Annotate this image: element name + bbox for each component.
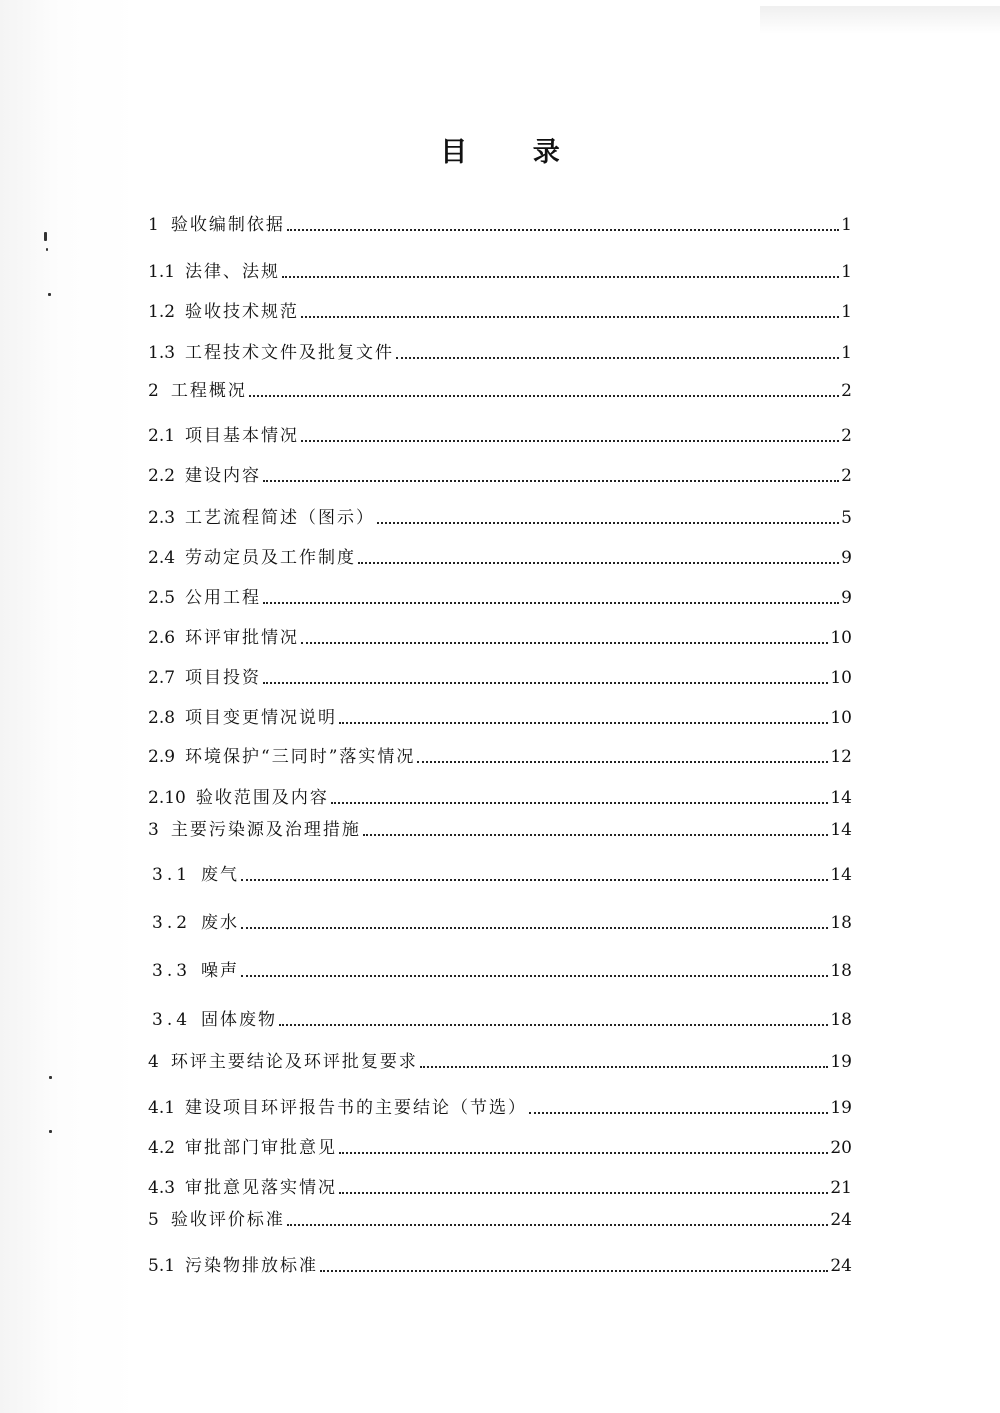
toc-entry-title: 建设项目环评报告书的主要结论（节选） [185, 1098, 528, 1118]
toc-entry-number: 4.1 [148, 1098, 176, 1118]
toc-entry [148, 783, 852, 809]
toc-entry-number: 2.8 [148, 708, 176, 728]
toc-leader-dots [320, 1270, 828, 1272]
toc-entry [152, 908, 852, 934]
toc-leader-dots [279, 1024, 828, 1026]
toc-leader-dots [363, 834, 829, 836]
scan-speck [48, 293, 51, 296]
toc-entry-page-number: 18 [830, 1010, 852, 1030]
toc-entry-title: 审批部门审批意见 [185, 1138, 338, 1158]
toc-entry-page-number: 1 [841, 343, 852, 363]
toc-entry-number: 2.7 [148, 668, 176, 688]
toc-entry [148, 623, 852, 649]
toc-leader-dots [301, 316, 839, 318]
toc-entry-page-number: 10 [830, 668, 852, 688]
toc-entry-number: 2.5 [148, 588, 176, 608]
toc-entry-page-number: 9 [841, 548, 852, 568]
toc-leader-dots [249, 395, 839, 397]
toc-leader-dots [339, 1192, 828, 1194]
toc-entry-title: 污染物排放标准 [185, 1256, 319, 1276]
toc-entry [148, 1133, 852, 1159]
toc-entry-page-number: 21 [830, 1178, 852, 1198]
toc-entry-page-number: 5 [841, 508, 852, 528]
toc-leader-dots [282, 276, 839, 278]
toc-entry-page-number: 2 [841, 466, 852, 486]
toc-entry-title: 法律、法规 [185, 262, 281, 282]
toc-leader-dots [377, 522, 839, 524]
toc-entry-page-number: 9 [841, 588, 852, 608]
toc-entry-page-number: 24 [830, 1256, 852, 1276]
toc-leader-dots [396, 357, 839, 359]
toc-entry-title: 项目基本情况 [185, 426, 300, 446]
toc-entry [148, 338, 852, 364]
toc-entry-title: 主要污染源及治理措施 [170, 820, 361, 840]
toc-entry-page-number: 2 [841, 426, 852, 446]
toc-entry-number: 2.10 [148, 788, 186, 808]
toc-entry-page-number: 10 [830, 628, 852, 648]
toc-entry-number: 2.3 [148, 508, 176, 528]
toc-entry [148, 742, 852, 768]
toc-leader-dots [417, 761, 828, 763]
toc-entry-number: 3.1 [152, 865, 192, 885]
toc-leader-dots [331, 802, 829, 804]
toc-entry [148, 421, 852, 447]
toc-entry-title: 验收编制依据 [170, 215, 285, 235]
toc-leader-dots [529, 1112, 828, 1114]
toc-entry-title: 工程概况 [170, 381, 247, 401]
scan-speck [49, 1076, 52, 1079]
toc-entry [148, 663, 852, 689]
toc-entry-number: 1.2 [148, 302, 176, 322]
toc-entry [148, 1047, 852, 1073]
toc-entry-title: 工艺流程简述（图示） [185, 508, 376, 528]
toc-entry-title: 验收技术规范 [185, 302, 300, 322]
toc-entry-title: 项目变更情况说明 [185, 708, 338, 728]
toc-entry-number: 1 [148, 215, 159, 235]
toc-entry-page-number: 18 [830, 913, 852, 933]
toc-entry-title: 审批意见落实情况 [185, 1178, 338, 1198]
toc-entry-title: 公用工程 [185, 588, 262, 608]
toc-entry-number: 3.2 [152, 913, 192, 933]
toc-entry-number: 3.3 [152, 961, 192, 981]
toc-leader-dots [241, 927, 828, 929]
toc-entry-title: 验收范围及内容 [195, 788, 329, 808]
toc-leader-dots [263, 480, 839, 482]
toc-entry-number: 4.2 [148, 1138, 176, 1158]
toc-leader-dots [339, 722, 828, 724]
scan-speck [44, 232, 47, 241]
toc-entry-title: 废水 [201, 913, 240, 933]
toc-entry-number: 5.1 [148, 1256, 176, 1276]
toc-entry-number: 2.6 [148, 628, 176, 648]
toc-leader-dots [301, 642, 828, 644]
toc-entry-title: 环评主要结论及环评批复要求 [170, 1052, 418, 1072]
toc-leader-dots [263, 602, 839, 604]
toc-entry-title: 劳动定员及工作制度 [185, 548, 357, 568]
toc-entry-page-number: 14 [830, 865, 852, 885]
toc-entry-page-number: 12 [830, 747, 852, 767]
toc-leader-dots [339, 1152, 828, 1154]
toc-entry-title: 验收评价标准 [170, 1210, 285, 1230]
scan-speck [49, 1130, 52, 1133]
toc-entry-page-number: 14 [830, 788, 852, 808]
toc-entry [148, 543, 852, 569]
toc-entry-title: 环境保护“三同时”落实情况 [185, 747, 416, 767]
toc-entry-page-number: 14 [830, 820, 852, 840]
toc-leader-dots [263, 682, 828, 684]
toc-entry-title: 噪声 [201, 961, 240, 981]
toc-entry [148, 1205, 852, 1231]
toc-entry-number: 3.4 [152, 1010, 192, 1030]
toc-leader-dots [420, 1066, 829, 1068]
toc-entry-page-number: 19 [830, 1098, 852, 1118]
toc-entry-title: 废气 [201, 865, 240, 885]
toc-entry-page-number: 19 [830, 1052, 852, 1072]
toc-entry-page-number: 1 [841, 262, 852, 282]
scan-speck [46, 248, 48, 251]
toc-entry [148, 703, 852, 729]
toc-entry [148, 1251, 852, 1277]
toc-entry-number: 2.1 [148, 426, 176, 446]
toc-entry-page-number: 1 [841, 302, 852, 322]
toc-leader-dots [287, 229, 839, 231]
toc-entry [152, 956, 852, 982]
toc-entry-page-number: 10 [830, 708, 852, 728]
toc-entry [148, 1093, 852, 1119]
toc-entry-number: 5 [148, 1210, 159, 1230]
toc-entry [148, 297, 852, 323]
toc-entry-number: 2.4 [148, 548, 176, 568]
toc-entry-number: 1.1 [148, 262, 176, 282]
toc-entry-title: 项目投资 [185, 668, 262, 688]
toc-entry [148, 583, 852, 609]
toc-entry-number: 4.3 [148, 1178, 176, 1198]
toc-entry [148, 815, 852, 841]
toc-entry-number: 2 [148, 381, 159, 401]
toc-entry-number: 1.3 [148, 343, 176, 363]
toc-entry-page-number: 20 [830, 1138, 852, 1158]
toc-entry [148, 1173, 852, 1199]
toc-leader-dots [287, 1224, 829, 1226]
toc-entry-page-number: 2 [841, 381, 852, 401]
toc-entry [148, 210, 852, 236]
toc-entry-number: 4 [148, 1052, 159, 1072]
toc-leader-dots [241, 879, 828, 881]
toc-entry-title: 环评审批情况 [185, 628, 300, 648]
toc-entry-page-number: 1 [841, 215, 852, 235]
toc-entry-page-number: 24 [830, 1210, 852, 1230]
toc-entry [148, 376, 852, 402]
toc-entry-title: 固体废物 [201, 1010, 278, 1030]
toc-leader-dots [358, 562, 839, 564]
toc-entry-number: 3 [148, 820, 159, 840]
toc-entry [148, 503, 852, 529]
toc-entry-title: 建设内容 [185, 466, 262, 486]
toc-entry [152, 1005, 852, 1031]
page-title: 目 录 [440, 137, 588, 168]
toc-entry [148, 257, 852, 283]
toc-entry-page-number: 18 [830, 961, 852, 981]
toc-leader-dots [241, 975, 828, 977]
toc-leader-dots [301, 440, 839, 442]
toc-entry-title: 工程技术文件及批复文件 [185, 343, 395, 363]
toc-entry-number: 2.2 [148, 466, 176, 486]
toc-entry [148, 461, 852, 487]
toc-entry-number: 2.9 [148, 747, 176, 767]
toc-entry [152, 860, 852, 886]
